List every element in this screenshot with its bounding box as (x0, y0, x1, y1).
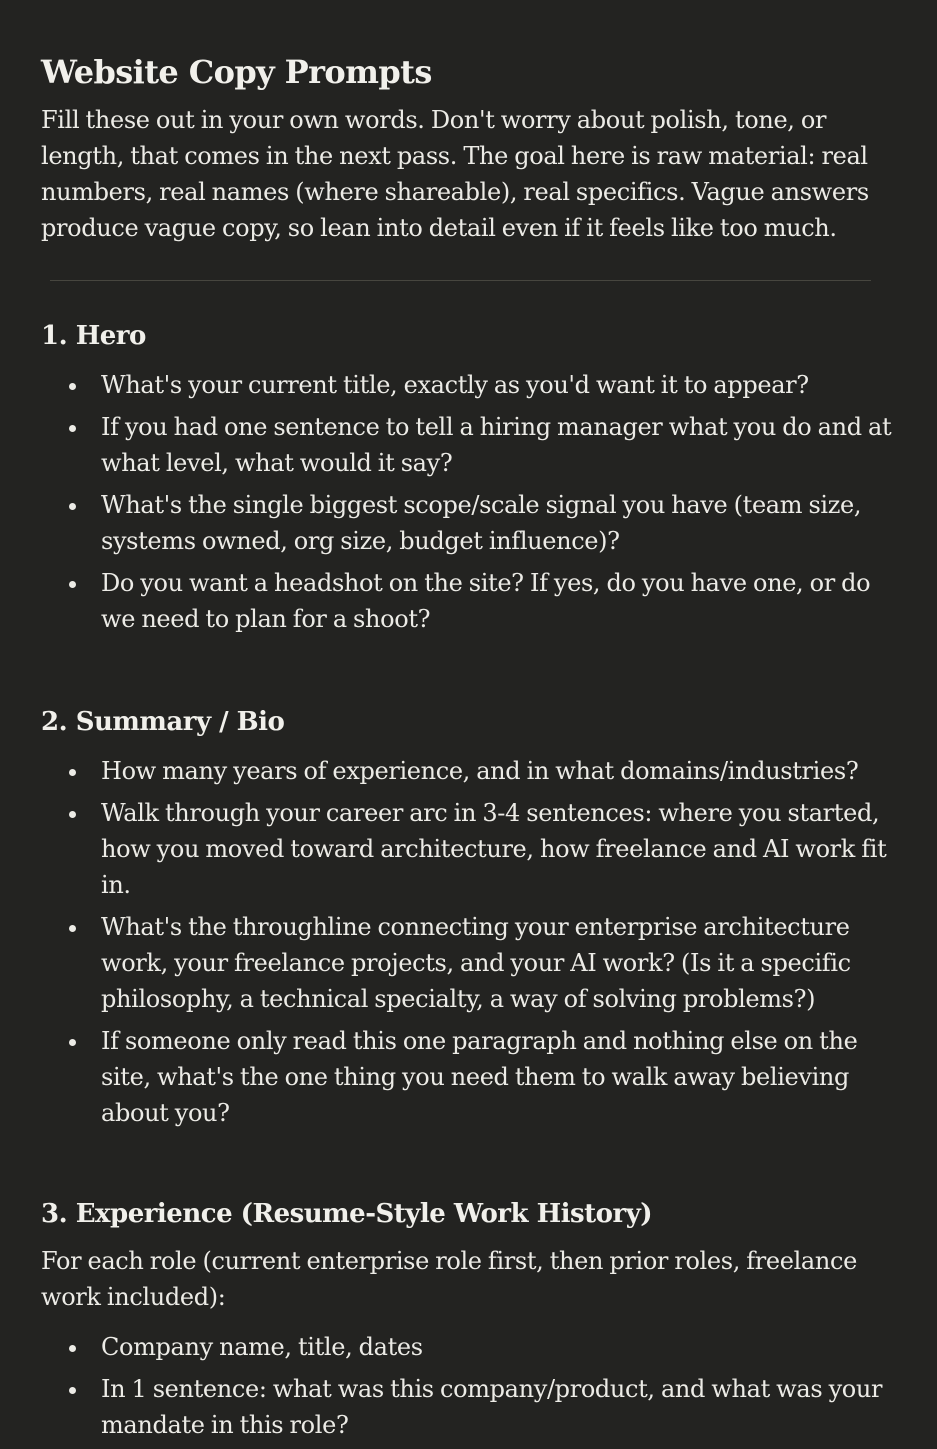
section-heading-hero: 1. Hero (41, 321, 146, 351)
list-item-text: Walk through your career arc in 3-4 sentences: where you started, how you moved toward architecture, how freelance and AI work fit in. (101, 799, 887, 899)
bullet-icon (69, 581, 76, 588)
experience-instructions: For each role (current enterprise role first, then prior roles, freelance work included): (41, 1247, 857, 1311)
list-item-text: Company name, title, dates (101, 1333, 423, 1361)
list-item-text: If you had one sentence to tell a hiring manager what you do and at what level, what would it say? (101, 413, 892, 477)
bullet-icon (69, 769, 76, 776)
bullet-icon (69, 1039, 76, 1046)
list-item-text: If someone only read this one paragraph and nothing else on the site, what's the one thing you need them to walk away believing about you? (101, 1027, 858, 1127)
list-item (41, 1371, 901, 1443)
divider (50, 280, 871, 281)
section-heading-experience: 3. Experience (Resume-Style Work History) (41, 1199, 653, 1229)
intro-paragraph: Fill these out in your own words. Don't worry about polish, tone, or length, that comes in the next pass. The goal here is raw material: real numbers, real names (where shareable), real specifics. Vague answers produce vague copy, so lean into detail even if it feels like too much. (41, 106, 869, 242)
list-item-text: Do you want a headshot on the site? If yes, do you have one, or do we need to plan for a shoot? (101, 569, 871, 633)
page-title: Website Copy Prompts (41, 53, 432, 91)
list-item (41, 487, 901, 559)
bullet-icon (69, 811, 76, 818)
list-item (41, 753, 901, 789)
bullet-icon (69, 503, 76, 510)
summary-prompt-list (41, 753, 901, 1131)
list-item (41, 909, 901, 1017)
section-heading-summary-bio: 2. Summary / Bio (41, 707, 285, 737)
bullet-icon (69, 1387, 76, 1394)
bullet-icon (69, 1345, 76, 1352)
list-item-text: In 1 sentence: what was this company/product, and what was your mandate in this role? (101, 1375, 883, 1439)
list-item-text: How many years of experience, and in what domains/industries? (101, 757, 859, 785)
bullet-icon (69, 925, 76, 932)
bullet-icon (69, 383, 76, 390)
hero-prompt-list (41, 367, 901, 637)
list-item (41, 565, 901, 637)
list-item (41, 1329, 901, 1365)
document (41, 50, 901, 1449)
list-item (41, 1023, 901, 1131)
list-item-text: What's the throughline connecting your enterprise architecture work, your freelance projects, and your AI work? (Is it a specific philosophy, a technical specialty, a way of solving problems?) (101, 913, 851, 1013)
list-item (41, 367, 901, 403)
list-item-text: What's your current title, exactly as you'd want it to appear? (101, 371, 809, 399)
list-item (41, 795, 901, 903)
list-item (41, 409, 901, 481)
experience-prompt-list (41, 1329, 901, 1443)
bullet-icon (69, 425, 76, 432)
list-item-text: What's the single biggest scope/scale signal you have (team size, systems owned, org size, budget influence)? (101, 491, 862, 555)
